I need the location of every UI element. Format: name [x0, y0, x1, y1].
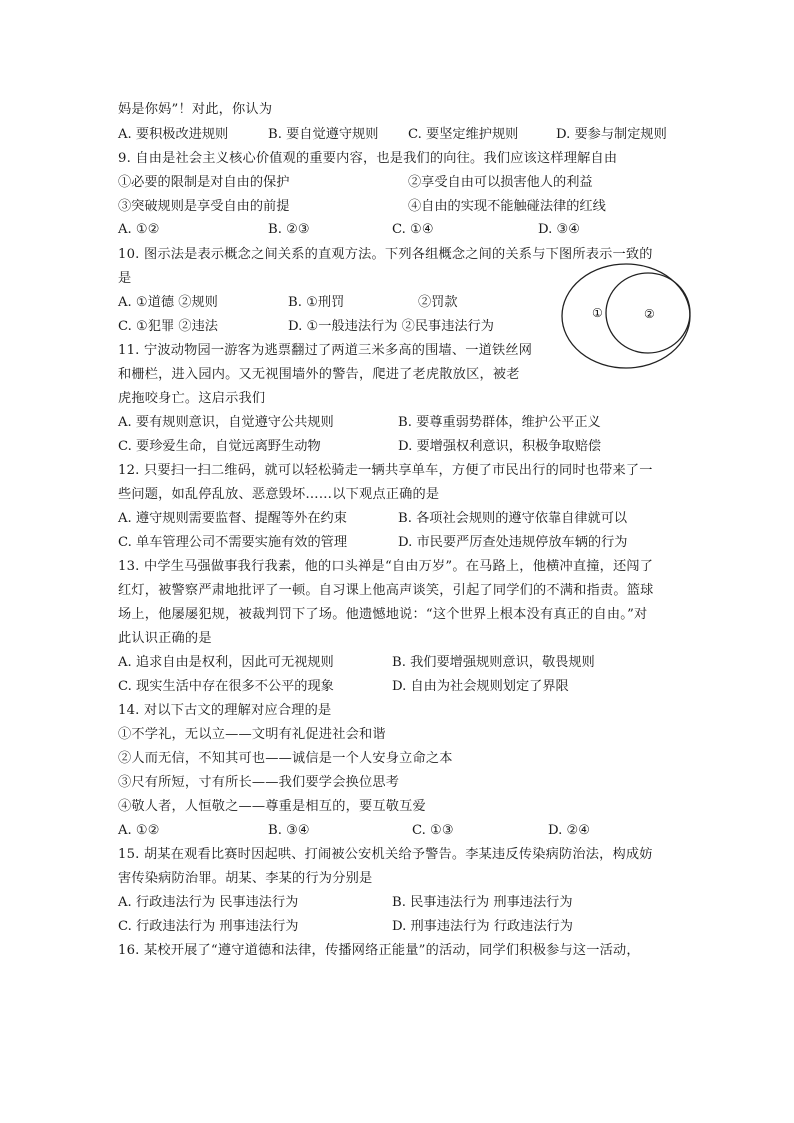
q13-stem-1: 13. 中学生马强做事我行我素，他的口头禅是“自由万岁”。在马路上，他横冲直撞，还闯了: [118, 559, 654, 574]
venn-label-2: ②: [644, 307, 655, 321]
q12-option-c: C. 单车管理公司不需要实施有效的管理: [118, 535, 348, 550]
q15-option-c: C. 行政违法行为 刑事违法行为: [118, 919, 299, 934]
q10-option-d: D. ①一般违法行为 ②民事违法行为: [288, 319, 494, 334]
venn-diagram: [560, 262, 698, 370]
q14-option-d: D. ②④: [548, 823, 591, 838]
q13-stem-3: 场上，他屡屡犯规，被裁判罚下了场。他遗憾地说：“这个世界上根本没有真正的自由。”对: [118, 607, 648, 622]
q14-item-2: ②人而无信，不知其可也——诚信是一个人安身立命之本: [118, 751, 453, 766]
q11-option-c: C. 要珍爱生命，自觉远离野生动物: [118, 439, 321, 454]
q14-option-b: B. ③④: [268, 823, 310, 838]
q11-stem-3: 虎拖咬身亡。这启示我们: [118, 391, 266, 406]
q10-option-a: A. ①道德 ②规则: [118, 295, 218, 310]
q13-option-b: B. 我们要增强规则意识，敬畏规则: [392, 655, 595, 670]
q12-stem-1: 12. 只要扫一扫二维码，就可以轻松骑走一辆共享单车，方便了市民出行的同时也带来了一: [118, 463, 653, 478]
q11-stem-2: 和栅栏，进入园内。又无视围墙外的警告，爬进了老虎散放区，被老: [118, 367, 520, 382]
q8-option-a: A. 要积极改进规则: [118, 127, 229, 142]
q12-option-b: B. 各项社会规则的遵守依靠自律就可以: [398, 511, 628, 526]
q11-option-a: A. 要有规则意识，自觉遵守公共规则: [118, 415, 334, 430]
q9-option-b: B. ②③: [268, 222, 310, 237]
q11-option-d: D. 要增强权利意识，积极争取赔偿: [398, 439, 602, 454]
q9-item-3: ③突破规则是享受自由的前提: [118, 199, 290, 214]
q8-stem-tail: 妈是你妈”！对此，你认为: [118, 102, 273, 117]
q8-option-c: C. 要坚定维护规则: [408, 127, 519, 142]
q12-stem-2: 些问题，如乱停乱放、恶意毁坏……以下观点正确的是: [118, 487, 440, 502]
q9-option-a: A. ①②: [118, 222, 160, 237]
q15-option-a: A. 行政违法行为 民事违法行为: [118, 895, 299, 910]
q9-item-4: ④自由的实现不能触碰法律的红线: [408, 199, 606, 214]
q14-item-1: ①不学礼，无以立——文明有礼促进社会和谐: [118, 727, 386, 742]
q10-stem-cont: 是: [118, 271, 132, 286]
q8-option-b: B. 要自觉遵守规则: [268, 127, 379, 142]
q13-stem-2: 红灯，被警察严肃地批评了一顿。自习课上他高声谈笑，引起了同学们的不满和指责。篮球: [118, 583, 654, 598]
q12-option-a: A. 遵守规则需要监督、提醒等外在约束: [118, 511, 347, 526]
q9-option-c: C. ①④: [392, 222, 434, 237]
q9-stem: 9. 自由是社会主义核心价值观的重要内容，也是我们的向往。我们应该这样理解自由: [118, 151, 618, 166]
q9-option-d: D. ③④: [538, 222, 581, 237]
q13-option-a: A. 追求自由是权利，因此可无视规则: [118, 655, 334, 670]
q15-stem-1: 15. 胡某在观看比赛时因起哄、打闹被公安机关给予警告。李某违反传染病防治法，构成妨: [118, 847, 653, 862]
q15-option-d: D. 刑事违法行为 行政违法行为: [392, 919, 573, 934]
q10-option-c: C. ①犯罪 ②违法: [118, 319, 218, 334]
q10-stem: 10. 图示法是表示概念之间关系的直观方法。下列各组概念之间的关系与下图所表示一致的: [118, 247, 653, 262]
q13-option-d: D. 自由为社会规则划定了界限: [392, 679, 569, 694]
q13-stem-4: 此认识正确的是: [118, 631, 212, 646]
q15-stem-2: 害传染病防治罪。胡某、李某的行为分别是: [118, 871, 373, 886]
q14-option-c: C. ①③: [412, 823, 454, 838]
q14-option-a: A. ①②: [118, 823, 160, 838]
q9-item-1: ①必要的限制是对自由的保护: [118, 175, 290, 190]
q14-stem: 14. 对以下古文的理解对应合理的是: [118, 703, 332, 718]
q12-option-d: D. 市民要严厉查处违规停放车辆的行为: [398, 535, 628, 550]
q14-item-4: ④敬人者，人恒敬之——尊重是相互的，要互敬互爱: [118, 799, 426, 814]
q10-option-b: B. ①刑罚: [288, 295, 345, 310]
q15-option-b: B. 民事违法行为 刑事违法行为: [392, 895, 573, 910]
q9-item-2: ②享受自由可以损害他人的利益: [408, 175, 593, 190]
q10-option-b-2: ②罚款: [418, 295, 458, 310]
q8-option-d: D. 要参与制定规则: [556, 127, 667, 142]
q14-item-3: ③尺有所短，寸有所长——我们要学会换位思考: [118, 775, 400, 790]
q11-stem-1: 11. 宁波动物园一游客为逃票翻过了两道三米多高的围墙、一道铁丝网: [118, 343, 533, 358]
q13-option-c: C. 现实生活中存在很多不公平的现象: [118, 679, 334, 694]
q11-option-b: B. 要尊重弱势群体，维护公平正义: [398, 415, 601, 430]
q16-stem: 16. 某校开展了“遵守道德和法律，传播网络正能量”的活动，同学们积极参与这一活动，: [118, 943, 640, 958]
venn-label-1: ①: [592, 306, 603, 320]
